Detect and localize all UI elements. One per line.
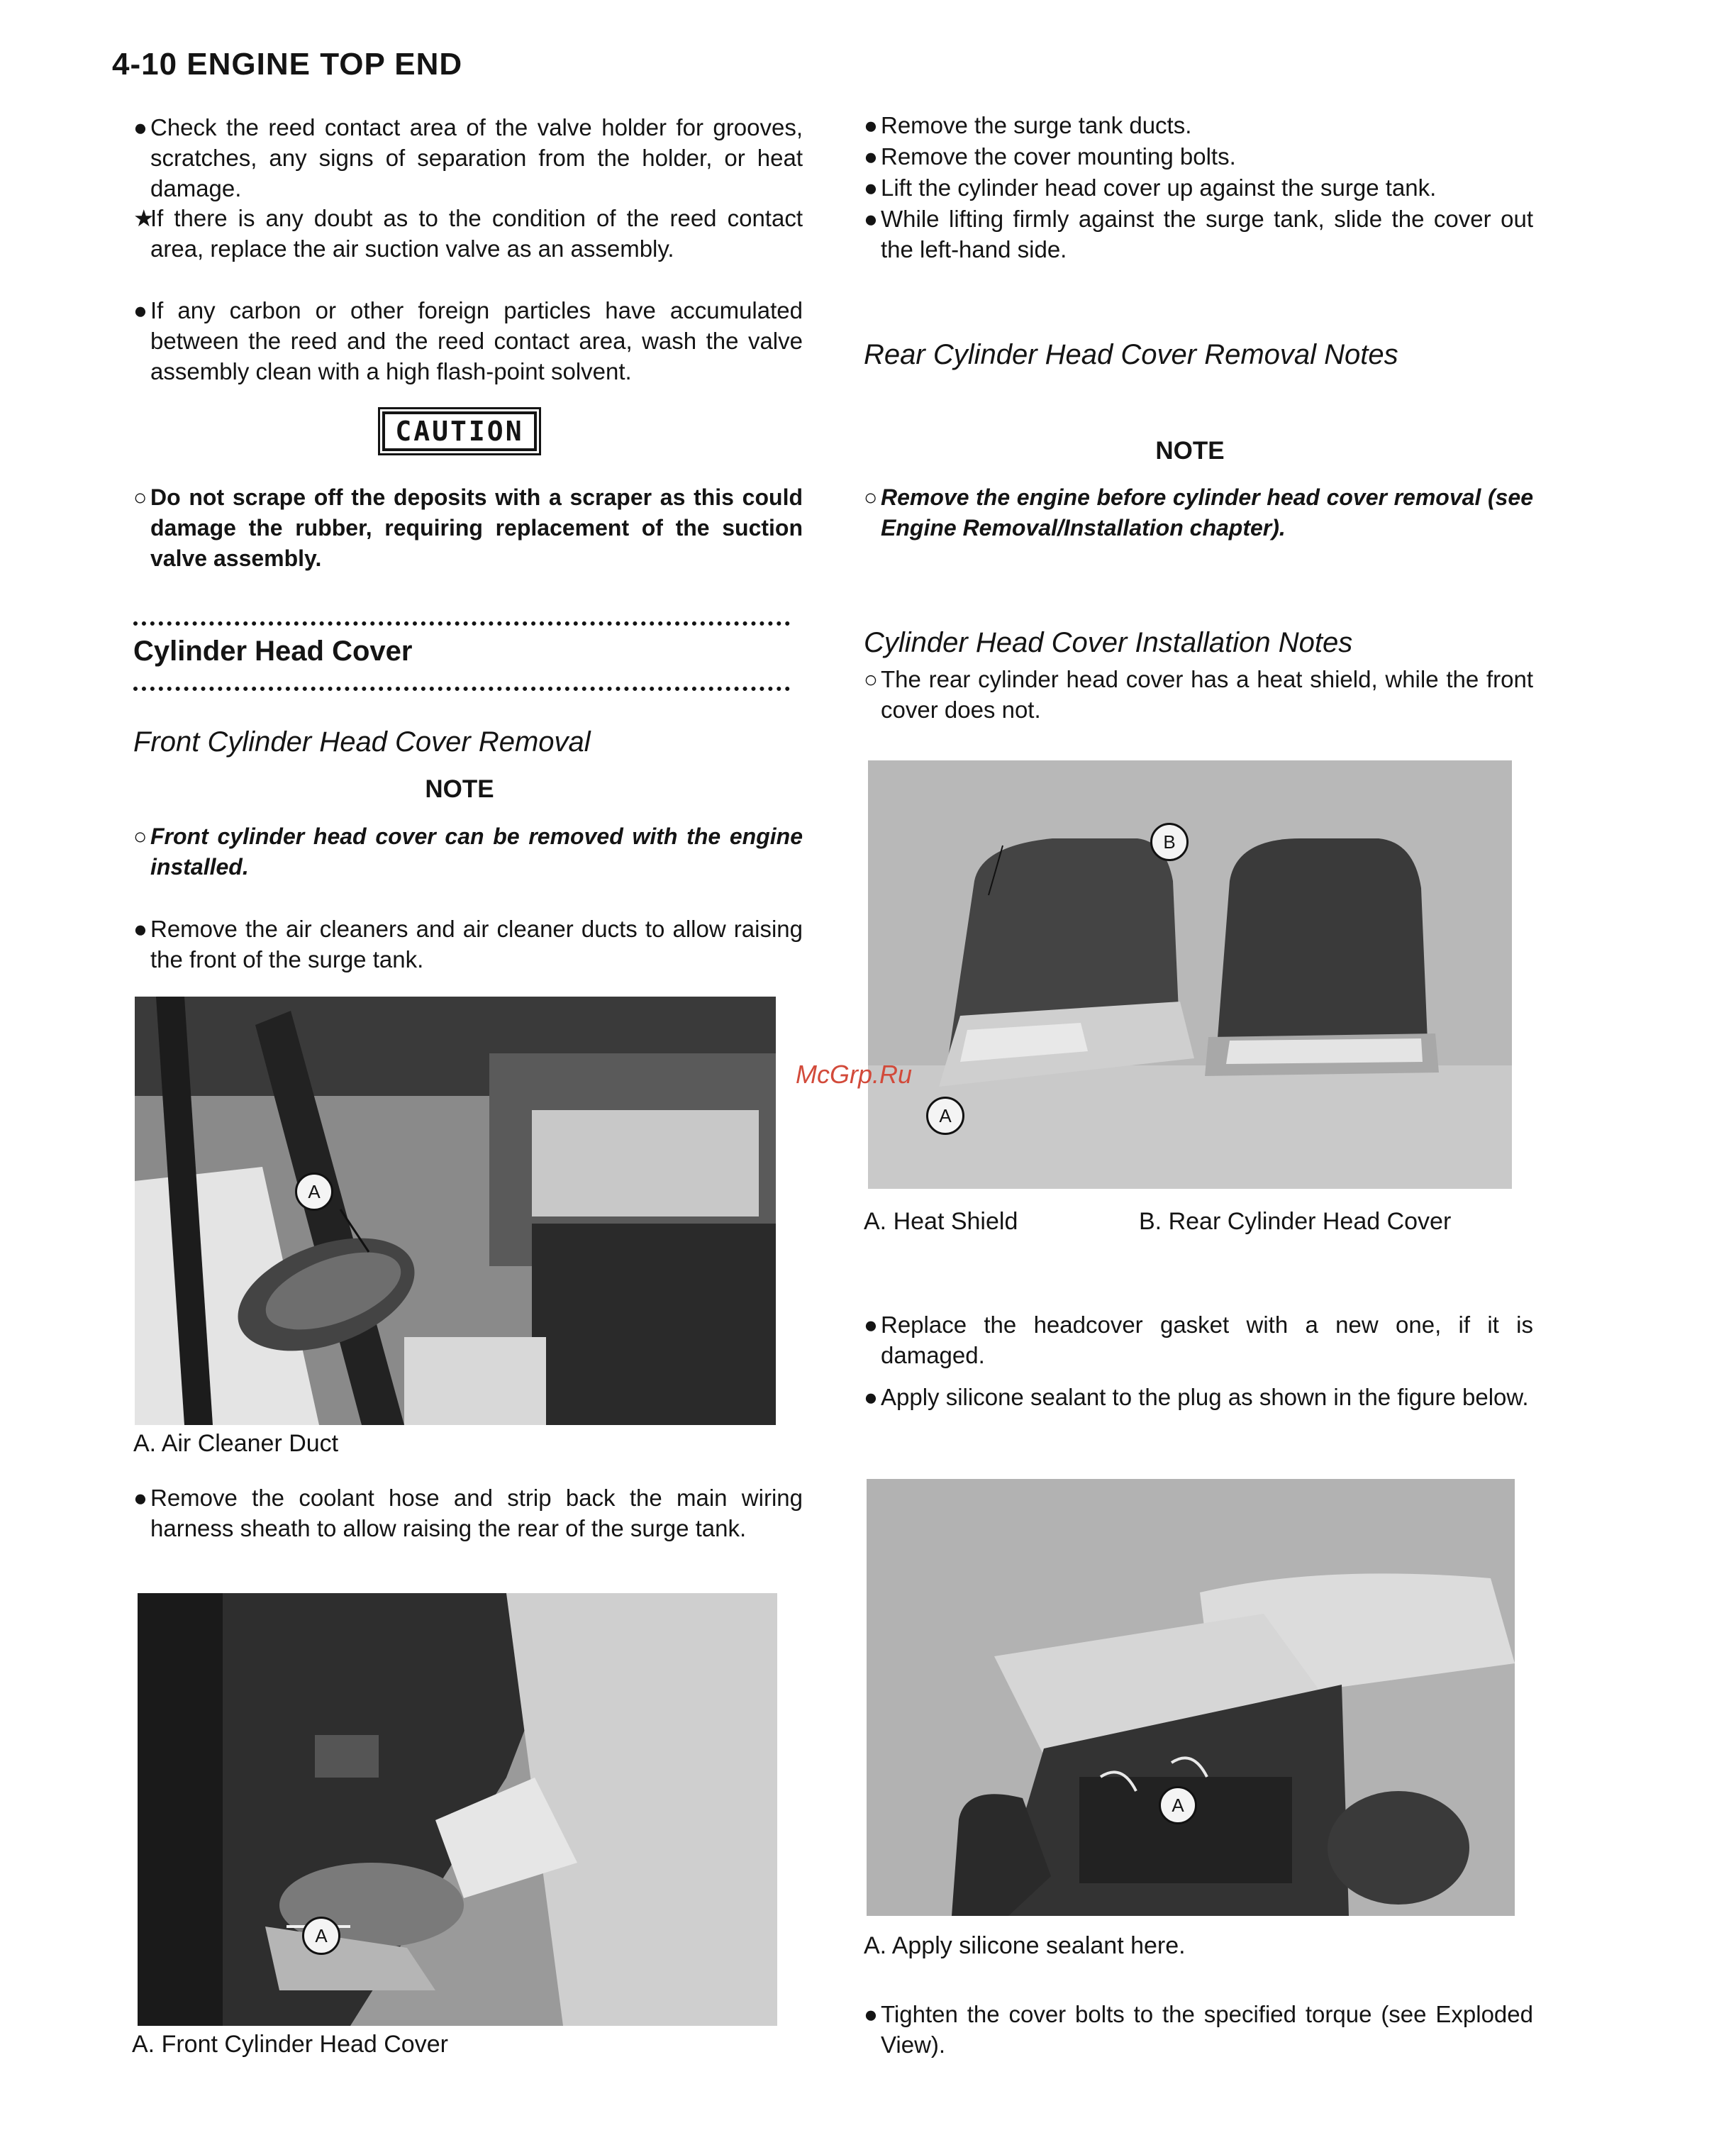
bullet-marker: ● (864, 174, 878, 201)
photo-head-covers (868, 760, 1512, 1189)
star-note-doubt: ★If there is any doubt as to the condition of the reed contact area, replace the air suction valve as an assembly. (133, 203, 803, 264)
dotted-divider-top (133, 621, 790, 626)
bullet-check-reed: ● Check the reed contact area of the valve holder for grooves, scratches, any signs of separation from the holder, or heat damage. (133, 112, 803, 204)
note-title-front: NOTE (425, 775, 494, 803)
callout-a-fig3: A (926, 1097, 964, 1135)
section-title: Cylinder Head Cover (133, 636, 413, 667)
bullet-remove-air-cleaners: ● Remove the air cleaners and air cleaner ducts to allow raising the front of the surge tank. (133, 914, 803, 975)
bullet-remove-mounting-bolts: ● Remove the cover mounting bolts. (864, 141, 1533, 172)
photo-front-cylinder-head-cover (138, 1593, 777, 2026)
circle-marker: ○ (133, 484, 148, 510)
callout-b-fig3: B (1150, 823, 1189, 861)
star-marker: ★ (133, 205, 155, 231)
page-title: 4-10 ENGINE TOP END (112, 47, 463, 82)
bullet-marker: ● (133, 1485, 148, 1511)
caution-label: CAUTION (382, 411, 536, 451)
install-note-heat-shield: ○ The rear cylinder head cover has a heat shield, while the front cover does not. (864, 664, 1533, 725)
bullet-marker: ● (133, 916, 148, 942)
caution-banner (133, 411, 786, 451)
caption-front-cylinder-head-cover: A. Front Cylinder Head Cover (132, 2031, 448, 2058)
caption-apply-sealant: A. Apply silicone sealant here. (864, 1932, 1186, 1959)
subhead-rear-removal: Rear Cylinder Head Cover Removal Notes (864, 339, 1398, 370)
photo-apply-sealant (867, 1479, 1515, 1916)
circle-marker: ○ (133, 824, 148, 849)
photo-air-cleaner-duct (135, 997, 776, 1425)
circle-marker: ○ (864, 484, 878, 510)
bullet-marker: ● (133, 114, 148, 140)
note-rear-text: ○ Remove the engine before cylinder head cover removal (see Engine Removal/Installation chapter). (864, 482, 1533, 543)
dotted-divider-bottom (133, 687, 790, 691)
subhead-installation: Cylinder Head Cover Installation Notes (864, 627, 1353, 658)
bullet-replace-gasket: ● Replace the headcover gasket with a new one, if it is damaged. (864, 1309, 1533, 1370)
caption-air-cleaner-duct: A. Air Cleaner Duct (133, 1430, 339, 1457)
caption-rear-cylinder-head-cover: B. Rear Cylinder Head Cover (1139, 1208, 1452, 1235)
note-title-rear: NOTE (1155, 437, 1225, 465)
callout-a-fig2: A (302, 1917, 340, 1955)
subhead-front-removal: Front Cylinder Head Cover Removal (133, 726, 591, 758)
bullet-marker: ● (864, 2001, 878, 2027)
bullet-remove-surge-tank-ducts: ● Remove the surge tank ducts. (864, 110, 1533, 140)
bullet-marker: ● (864, 1312, 878, 1338)
note-front-text: ○ Front cylinder head cover can be removed with the engine installed. (133, 821, 803, 882)
circle-marker: ○ (864, 666, 878, 692)
bullet-marker: ● (864, 1384, 878, 1410)
bullet-slide-cover-out: ● While lifting firmly against the surge tank, slide the cover out the left-hand side. (864, 204, 1533, 265)
bullet-apply-sealant: ● Apply silicone sealant to the plug as shown in the figure below. (864, 1382, 1533, 1412)
watermark: McGrp.Ru (796, 1060, 913, 1089)
callout-a-fig1: A (295, 1173, 333, 1211)
bullet-tighten-bolts: ● Tighten the cover bolts to the specified torque (see Exploded View). (864, 1999, 1533, 2060)
bullet-marker: ● (864, 206, 878, 232)
bullet-marker: ● (864, 112, 878, 138)
bullet-marker: ● (864, 143, 878, 170)
caption-heat-shield: A. Heat Shield (864, 1208, 1018, 1235)
bullet-remove-coolant-hose: ● Remove the coolant hose and strip back the main wiring harness sheath to allow raising the rear of the surge tank. (133, 1482, 803, 1543)
caution-text: ○ Do not scrape off the deposits with a scraper as this could damage the rubber, requiring replacement of the suction valve assembly. (133, 482, 803, 574)
bullet-lift-cover: ● Lift the cylinder head cover up against the surge tank. (864, 172, 1533, 203)
bullet-carbon-wash: ● If any carbon or other foreign particles have accumulated between the reed and the reed contact area, wash the valve assembly clean with a high flash-point solvent. (133, 295, 803, 387)
callout-a-fig4: A (1159, 1786, 1197, 1824)
bullet-marker: ● (133, 297, 148, 323)
